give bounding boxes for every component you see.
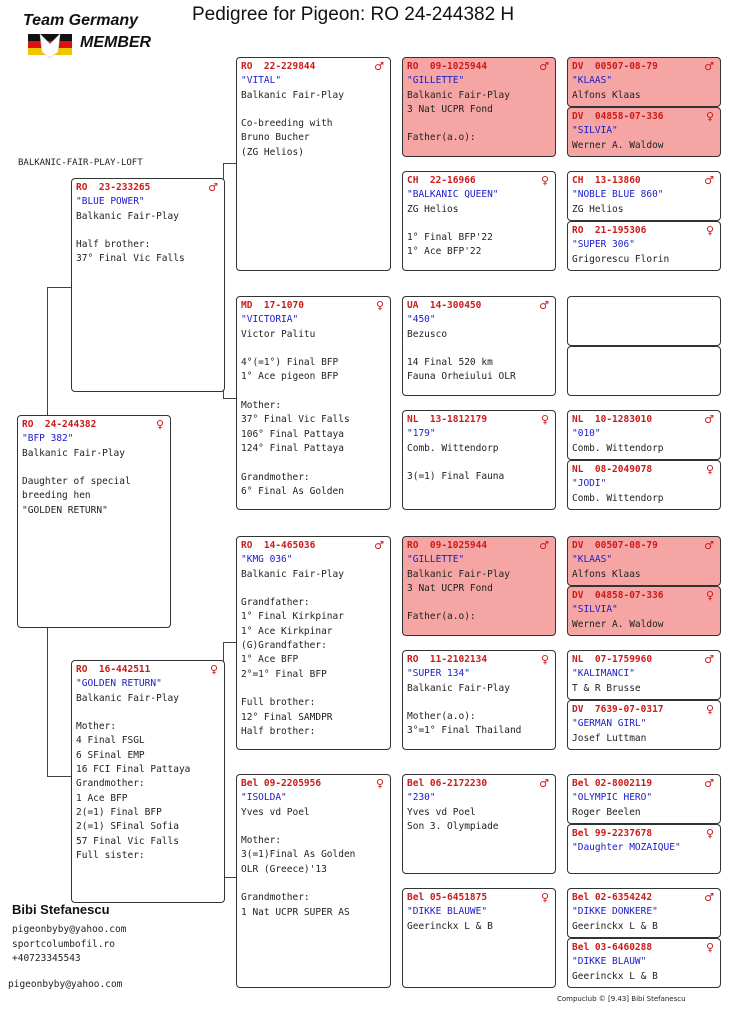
ring-number: RO 14-465036 (241, 540, 316, 551)
pedigree-card-ggp-2[interactable] (402, 171, 556, 271)
pigeon-name: "JODI" (572, 478, 607, 490)
contact-email[interactable]: pigeonbyby@yahoo.com (12, 924, 127, 935)
card-detail-line: 12° Final SAMDPR (241, 711, 333, 723)
card-detail-line: 2°=1° Final BFP (241, 668, 327, 680)
male-icon: ♂ (374, 539, 384, 552)
connector (223, 163, 237, 399)
card-detail-line: Grandmother: (241, 892, 310, 904)
card-header (572, 827, 716, 841)
card-detail-line: 1° Ace Kirkpinar (241, 625, 333, 637)
card-header (572, 224, 716, 238)
card-detail-line: Mother: (241, 835, 282, 847)
card-detail-line: Mother(a.o): (407, 711, 476, 723)
pigeon-name: "KMG 036" (241, 554, 293, 566)
pigeon-name: "GOLDEN RETURN" (76, 678, 162, 690)
card-header (76, 663, 220, 677)
card-header (572, 174, 716, 188)
card-detail-line: (ZG Helios) (241, 146, 304, 158)
pedigree-card-subject[interactable] (17, 415, 171, 628)
card-detail-line: Werner A. Waldow (572, 139, 664, 151)
card-detail-line: Yves vd Poel (241, 806, 310, 818)
pedigree-card-ggp-3[interactable] (402, 296, 556, 396)
ring-number: Bel 02-6354242 (572, 892, 653, 903)
pedigree-card-gggp-11[interactable] (567, 650, 721, 700)
card-detail-line: 1 Nat UCPR SUPER AS (241, 906, 350, 918)
card-detail-line: ZG Helios (407, 203, 459, 215)
pedigree-card-gggp-6[interactable] (567, 346, 721, 396)
card-detail-line: 2(=1) SFinal Sofia (76, 821, 179, 833)
pedigree-card-gggp-13[interactable] (567, 774, 721, 824)
card-detail-line: 106° Final Pattaya (241, 428, 344, 440)
pigeon-name: "VICTORIA" (241, 314, 299, 326)
pedigree-card-ggp-7[interactable] (402, 774, 556, 874)
card-detail-line: 1° Ace BFP (241, 654, 299, 666)
card-header (572, 941, 716, 955)
card-header (241, 299, 386, 313)
ring-number: RO 09-1025944 (407, 540, 488, 551)
pigeon-name: "GERMAN GIRL" (572, 718, 647, 730)
pedigree-card-sire[interactable] (71, 178, 225, 392)
card-detail-line: "GOLDEN RETURN" (22, 504, 108, 516)
pigeon-name: "NOBLE BLUE 860" (572, 189, 664, 201)
card-header (76, 181, 220, 195)
card-detail-line: 57 Final Vic Falls (76, 835, 179, 847)
card-detail-line: Balkanic Fair-Play (76, 692, 179, 704)
male-icon: ♂ (704, 539, 714, 552)
ring-number: RO 22-229844 (241, 61, 316, 72)
pedigree-card-gggp-10[interactable] (567, 586, 721, 636)
pedigree-card-gggp-2[interactable] (567, 107, 721, 157)
card-header (407, 653, 551, 667)
pigeon-name: "KALIMANCI" (572, 668, 635, 680)
pedigree-card-dam-sire[interactable] (236, 536, 391, 750)
card-detail-line: 3(=1)Final As Golden (241, 849, 356, 861)
card-detail-line: Father(a.o): (407, 132, 476, 144)
card-detail-line: Grandmother: (76, 778, 145, 790)
pedigree-card-dam[interactable] (71, 660, 225, 903)
pigeon-name: "VITAL" (241, 75, 282, 87)
ring-number: RO 09-1025944 (407, 61, 488, 72)
card-detail-line: Son 3. Olympiade (407, 820, 499, 832)
card-detail-line (241, 877, 386, 891)
ring-number: Bel 03-6460288 (572, 942, 653, 953)
card-header (407, 174, 551, 188)
card-detail-line: 3(=1) Final Fauna (407, 471, 505, 483)
male-icon: ♂ (704, 413, 714, 426)
ring-number: NL 07-1759960 (572, 654, 653, 665)
card-detail-line: Full sister: (76, 849, 145, 861)
card-header (407, 539, 551, 553)
pedigree-card-ggp-5[interactable] (402, 536, 556, 636)
card-detail-line: Balkanic Fair-Play (76, 210, 179, 222)
card-detail-line (241, 456, 386, 470)
logo-line1: Team Germany (23, 12, 139, 29)
card-detail-line (76, 706, 220, 720)
pedigree-card-sire-dam[interactable] (236, 296, 391, 510)
male-icon: ♂ (539, 539, 549, 552)
card-header (241, 777, 386, 791)
pedigree-card-ggp-1[interactable] (402, 57, 556, 157)
pedigree-card-sire-sire[interactable] (236, 57, 391, 271)
card-detail-line (22, 461, 166, 475)
pigeon-name: "010" (572, 428, 601, 440)
male-icon: ♂ (704, 777, 714, 790)
card-detail-line: Bruno Bucher (241, 132, 310, 144)
card-header (241, 539, 386, 553)
male-icon: ♂ (539, 777, 549, 790)
pigeon-name: "KLAAS" (572, 75, 613, 87)
card-detail-line: Werner A. Waldow (572, 618, 664, 630)
connector (223, 642, 237, 878)
male-icon: ♂ (704, 174, 714, 187)
pedigree-card-gggp-9[interactable] (567, 536, 721, 586)
ring-number: Bel 09-2205956 (241, 778, 322, 789)
card-detail-line: 3 Nat UCPR Fond (407, 582, 493, 594)
card-detail-line: 37° Final Vic Falls (241, 414, 350, 426)
card-detail-line (407, 456, 551, 470)
female-icon: ♀ (155, 418, 164, 431)
card-header (572, 110, 716, 124)
card-detail-line: Full brother: (241, 697, 316, 709)
female-icon: ♀ (705, 941, 714, 954)
female-icon: ♀ (375, 777, 384, 790)
ring-number: CH 13-13860 (572, 175, 641, 186)
male-icon: ♂ (704, 60, 714, 73)
card-detail-line: Half brother: (76, 239, 151, 251)
pigeon-name: "SILVIA" (572, 604, 618, 616)
card-header (241, 60, 386, 74)
pigeon-name: "DIKKE BLAUWE" (407, 906, 488, 918)
card-detail-line: ZG Helios (572, 203, 624, 215)
card-detail-line: Alfons Klaas (572, 89, 641, 101)
ring-number: NL 13-1812179 (407, 414, 488, 425)
contact-website[interactable]: sportcolumbofil.ro (12, 938, 115, 950)
card-detail-line: Balkanic Fair-Play (407, 682, 510, 694)
card-detail-line: 1° Ace BFP'22 (407, 246, 482, 258)
card-header (572, 539, 716, 553)
ring-number: CH 22-16966 (407, 175, 476, 186)
card-detail-line: Mother: (76, 721, 117, 733)
card-detail-line: Geerinckx L & B (572, 920, 658, 932)
pigeon-name: "DIKKE BLAUW" (572, 956, 647, 968)
pigeon-name: "450" (407, 314, 436, 326)
male-icon: ♂ (704, 891, 714, 904)
female-icon: ♀ (540, 653, 549, 666)
ring-number: UA 14-300450 (407, 300, 482, 311)
female-icon: ♀ (705, 463, 714, 476)
card-detail-line: T & R Brusse (572, 682, 641, 694)
pedigree-card-ggp-8[interactable] (402, 888, 556, 988)
card-detail-line (407, 342, 551, 356)
ring-number: RO 11-2102134 (407, 654, 488, 665)
male-icon: ♂ (704, 653, 714, 666)
card-header (407, 413, 551, 427)
pigeon-name: "179" (407, 428, 436, 440)
ring-number: DV 04858-07-336 (572, 590, 664, 601)
card-detail-line: 1° Ace pigeon BFP (241, 371, 339, 383)
connector (47, 628, 71, 777)
pedigree-card-gggp-1[interactable] (567, 57, 721, 107)
pedigree-card-dam-dam[interactable] (236, 774, 391, 988)
card-detail-line (407, 596, 551, 610)
card-detail-line: Balkanic Fair-Play (22, 447, 125, 459)
card-detail-line (241, 103, 386, 117)
card-detail-line: Balkanic Fair-Play (241, 568, 344, 580)
team-germany-logo (20, 12, 170, 60)
card-detail-line: 3 Nat UCPR Fond (407, 103, 493, 115)
card-detail-line: Mother: (241, 400, 282, 412)
card-detail-line: Comb. Wittendorp (572, 492, 664, 504)
female-icon: ♀ (540, 413, 549, 426)
page-title: Pedigree for Pigeon: RO 24-244382 H (192, 4, 515, 25)
card-detail-line: 4 Final FSGL (76, 735, 145, 747)
card-detail-line (241, 385, 386, 399)
card-header (572, 891, 716, 905)
pedigree-card-gggp-15[interactable] (567, 888, 721, 938)
male-icon: ♂ (539, 60, 549, 73)
card-detail-line: 3°=1° Final Thailand (407, 725, 522, 737)
contact-block (12, 902, 126, 967)
male-icon: ♂ (539, 299, 549, 312)
card-detail-line: 16 FCI Final Pattaya (76, 764, 191, 776)
ring-number: DV 00507-08-79 (572, 540, 658, 551)
card-detail-line: Co-breeding with (241, 118, 333, 130)
ring-number: Bel 02-8002119 (572, 778, 653, 789)
pigeon-name: "SUPER 134" (407, 668, 470, 680)
eagle-flag-icon (28, 30, 72, 60)
female-icon: ♀ (705, 703, 714, 716)
footer-credit: Compuclub © [9.43] Bibi Stefanescu (557, 995, 686, 1003)
logo-line2: MEMBER (80, 34, 152, 51)
pedigree-card-gggp-5[interactable] (567, 296, 721, 346)
ring-number: MD 17-1070 (241, 300, 304, 311)
card-detail-line: 1° Final Kirkpinar (241, 611, 344, 623)
card-detail-line: 6 SFinal EMP (76, 749, 145, 761)
ring-number: DV 7639-07-0317 (572, 704, 664, 715)
card-detail-line: Grigorescu Florin (572, 253, 670, 265)
ring-number: Bel 06-2172230 (407, 778, 488, 789)
card-detail-line (76, 224, 220, 238)
pedigree-card-ggp-6[interactable] (402, 650, 556, 750)
ring-number: Bel 05-6451875 (407, 892, 488, 903)
pigeon-name: "GILLETTE" (407, 554, 465, 566)
female-icon: ♀ (705, 589, 714, 602)
card-header (572, 589, 716, 603)
card-detail-line: Balkanic Fair-Play (407, 568, 510, 580)
female-icon: ♀ (705, 827, 714, 840)
ring-number: RO 24-244382 (22, 419, 97, 430)
card-detail-line: Comb. Wittendorp (572, 442, 664, 454)
male-icon: ♂ (374, 60, 384, 73)
card-detail-line: (G)Grandfather: (241, 640, 327, 652)
card-header (572, 60, 716, 74)
card-header (572, 413, 716, 427)
card-header (572, 653, 716, 667)
pedigree-card-gggp-14[interactable] (567, 824, 721, 874)
card-detail-line: Geerinckx L & B (407, 920, 493, 932)
ring-number: NL 08-2049078 (572, 464, 653, 475)
card-header (407, 777, 551, 791)
loft-name: BALKANIC-FAIR-PLAY-LOFT (18, 158, 143, 168)
ring-number: DV 00507-08-79 (572, 61, 658, 72)
card-detail-line: Half brother: (241, 725, 316, 737)
ring-number: DV 04858-07-336 (572, 111, 664, 122)
card-detail-line: Father(a.o): (407, 611, 476, 623)
pigeon-name: "Daughter MOZAIQUE" (572, 842, 681, 854)
card-detail-line: Balkanic Fair-Play (407, 89, 510, 101)
pedigree-card-gggp-8[interactable] (567, 460, 721, 510)
card-detail-line: 4°(=1°) Final BFP (241, 357, 339, 369)
card-detail-line: breeding hen (22, 490, 91, 502)
card-detail-line (407, 117, 551, 131)
female-icon: ♀ (540, 891, 549, 904)
contact-name: Bibi Stefanescu (12, 902, 110, 917)
pedigree-card-gggp-7[interactable] (567, 410, 721, 460)
pigeon-name: "ISOLDA" (241, 792, 287, 804)
card-header (407, 299, 551, 313)
card-header (572, 777, 716, 791)
card-detail-line: Yves vd Poel (407, 806, 476, 818)
card-detail-line: 1° Final BFP'22 (407, 232, 493, 244)
card-detail-line: Alfons Klaas (572, 568, 641, 580)
contact-phone: +40723345543 (12, 953, 81, 964)
pedigree-card-gggp-12[interactable] (567, 700, 721, 750)
pigeon-name: "DIKKE DONKERE" (572, 906, 658, 918)
card-detail-line: 1 Ace BFP (76, 792, 128, 804)
card-detail-line: Josef Luttman (572, 732, 647, 744)
female-icon: ♀ (705, 110, 714, 123)
card-detail-line (407, 696, 551, 710)
card-detail-line: Geerinckx L & B (572, 970, 658, 982)
pedigree-card-gggp-16[interactable] (567, 938, 721, 988)
pigeon-name: "230" (407, 792, 436, 804)
pigeon-name: "SILVIA" (572, 125, 618, 137)
pigeon-name: "BLUE POWER" (76, 196, 145, 208)
card-header (572, 463, 716, 477)
ring-number: RO 23-233265 (76, 182, 151, 193)
pigeon-name: "SUPER 306" (572, 239, 635, 251)
ring-number: RO 16-442511 (76, 664, 151, 675)
female-icon: ♀ (705, 224, 714, 237)
card-header (22, 418, 166, 432)
card-detail-line: Comb. Wittendorp (407, 442, 499, 454)
card-header (407, 891, 551, 905)
card-detail-line: Roger Beelen (572, 806, 641, 818)
card-detail-line: Daughter of special (22, 476, 131, 488)
pedigree-card-gggp-4[interactable] (567, 221, 721, 271)
ring-number: NL 10-1283010 (572, 414, 653, 425)
female-icon: ♀ (209, 663, 218, 676)
card-detail-line (241, 582, 386, 596)
card-detail-line: 14 Final 520 km (407, 357, 493, 369)
card-header (572, 703, 716, 717)
pigeon-name: "BFP 382" (22, 433, 74, 445)
card-detail-line: 124° Final Pattaya (241, 442, 344, 454)
card-detail-line: 37° Final Vic Falls (76, 253, 185, 265)
card-detail-line (241, 820, 386, 834)
card-detail-line: Grandfather: (241, 597, 310, 609)
ring-number: RO 21-195306 (572, 225, 647, 236)
card-detail-line (241, 682, 386, 696)
card-detail-line: 6° Final As Golden (241, 485, 344, 497)
pigeon-name: "BALKANIC QUEEN" (407, 189, 499, 201)
pedigree-card-ggp-4[interactable] (402, 410, 556, 510)
female-icon: ♀ (375, 299, 384, 312)
connector (47, 287, 71, 415)
card-detail-line: 2(=1) Final BFP (76, 806, 162, 818)
card-detail-line: OLR (Greece)'13 (241, 863, 327, 875)
card-detail-line: Grandmother: (241, 471, 310, 483)
card-detail-line (241, 342, 386, 356)
card-detail-line (407, 217, 551, 231)
card-detail-line: Balkanic Fair-Play (241, 89, 344, 101)
card-detail-line: Bezusco (407, 328, 448, 340)
card-header (407, 60, 551, 74)
pigeon-name: "KLAAS" (572, 554, 613, 566)
pigeon-name: "OLYMPIC HERO" (572, 792, 653, 804)
ring-number: Bel 99-2237678 (572, 828, 653, 839)
bottom-email[interactable]: pigeonbyby@yahoo.com (8, 979, 123, 990)
card-detail-line: Victor Palitu (241, 328, 316, 340)
pigeon-name: "GILLETTE" (407, 75, 465, 87)
female-icon: ♀ (540, 174, 549, 187)
male-icon: ♂ (208, 181, 218, 194)
pedigree-card-gggp-3[interactable] (567, 171, 721, 221)
card-detail-line: Fauna Orheiului OLR (407, 371, 516, 383)
